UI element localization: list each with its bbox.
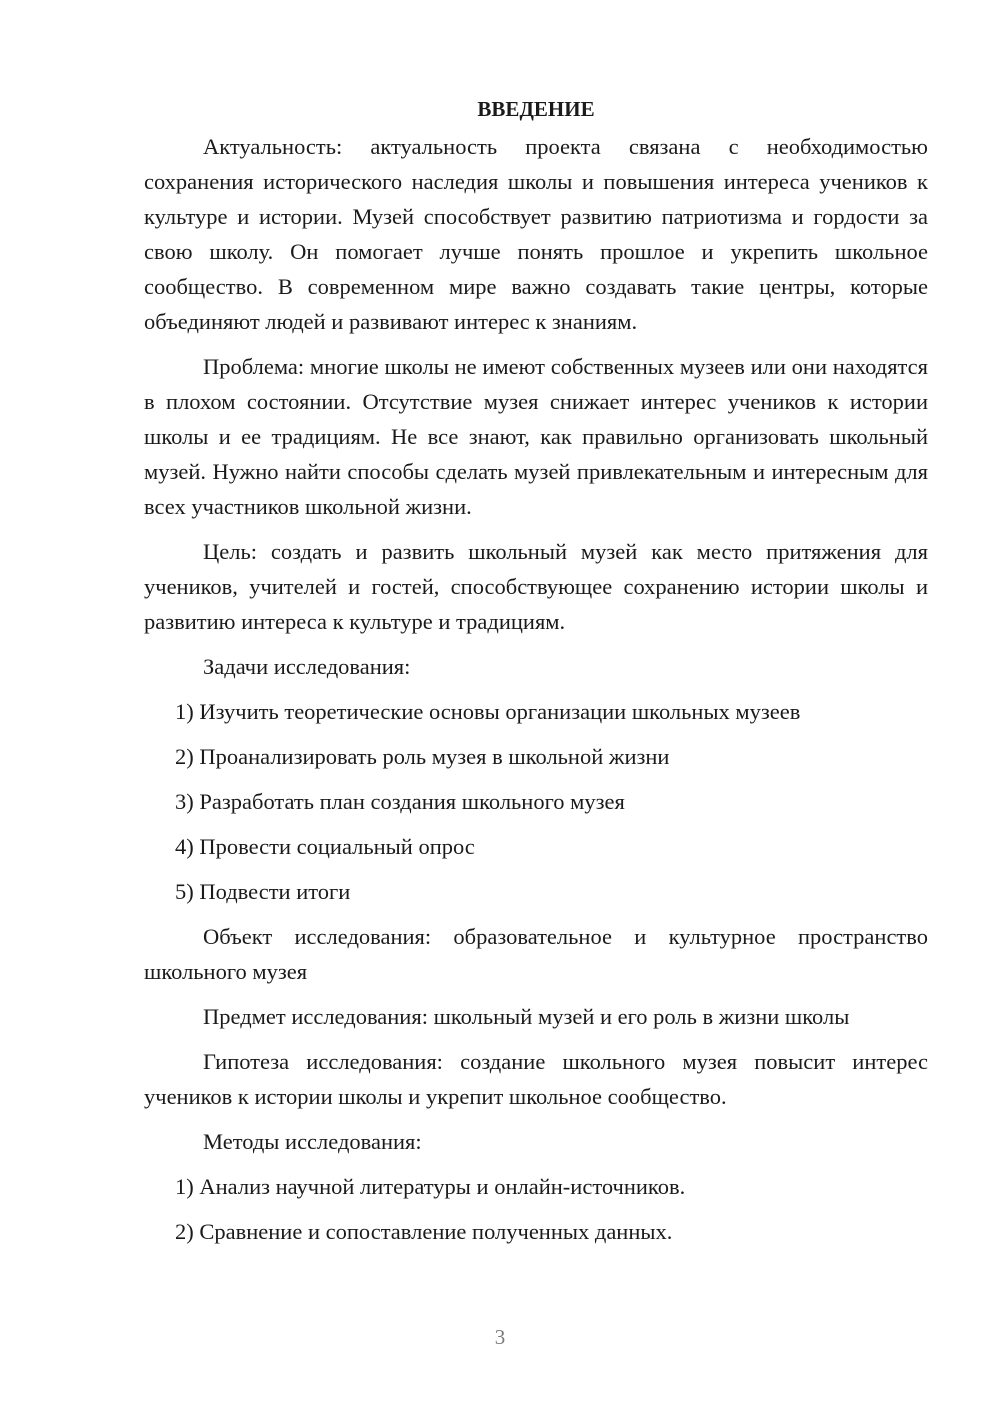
object-paragraph: Объект исследования: образовательное и культурное пространство школьного музея [144, 924, 928, 984]
method-item: 1) Анализ научной литературы и онлайн-источников. [175, 1174, 686, 1199]
tasks-heading: Задачи исследования: [203, 654, 411, 679]
task-item: 2) Проанализировать роль музея в школьной жизни [175, 744, 670, 769]
hypothesis-paragraph: Гипотеза исследования: создание школьного музея повысит интерес учеников к истории школы и укрепит школьное сообщество. [144, 1049, 928, 1109]
method-item: 2) Сравнение и сопоставление полученных данных. [175, 1219, 673, 1244]
problem-paragraph: Проблема: многие школы не имеют собственных музеев или они находятся в плохом состоянии. Отсутствие музея снижает интерес учеников к истории школы и ее традициям. Не все знают, как правильно организовать школьный музей. Нужно найти способы сделать музей привлекательным и интересным для всех участников школьной жизни. [144, 354, 928, 519]
document-page [144, 92, 928, 1259]
section-title: ВВЕДЕНИЕ [477, 97, 595, 121]
methods-heading: Методы исследования: [203, 1129, 422, 1154]
page-number: 3 [494, 1325, 506, 1349]
subject-paragraph: Предмет исследования: школьный музей и его роль в жизни школы [203, 1004, 850, 1029]
task-item: 3) Разработать план создания школьного музея [175, 789, 625, 814]
relevance-paragraph: Актуальность: актуальность проекта связана с необходимостью сохранения исторического наследия школы и повышения интереса учеников к культуре и истории. Музей способствует развитию патриотизма и гордости за свою школу. Он помогает лучше понять прошлое и укрепить школьное сообщество. В современном мире важно создавать такие центры, которые объединяют людей и развивают интерес к знаниям. [144, 134, 928, 334]
task-item: 4) Провести социальный опрос [175, 834, 475, 859]
goal-paragraph: Цель: создать и развить школьный музей как место притяжения для учеников, учителей и гостей, способствующее сохранению истории школы и развитию интереса к культуре и традициям. [144, 539, 928, 634]
task-item: 5) Подвести итоги [175, 879, 351, 904]
task-item: 1) Изучить теоретические основы организации школьных музеев [175, 699, 801, 724]
